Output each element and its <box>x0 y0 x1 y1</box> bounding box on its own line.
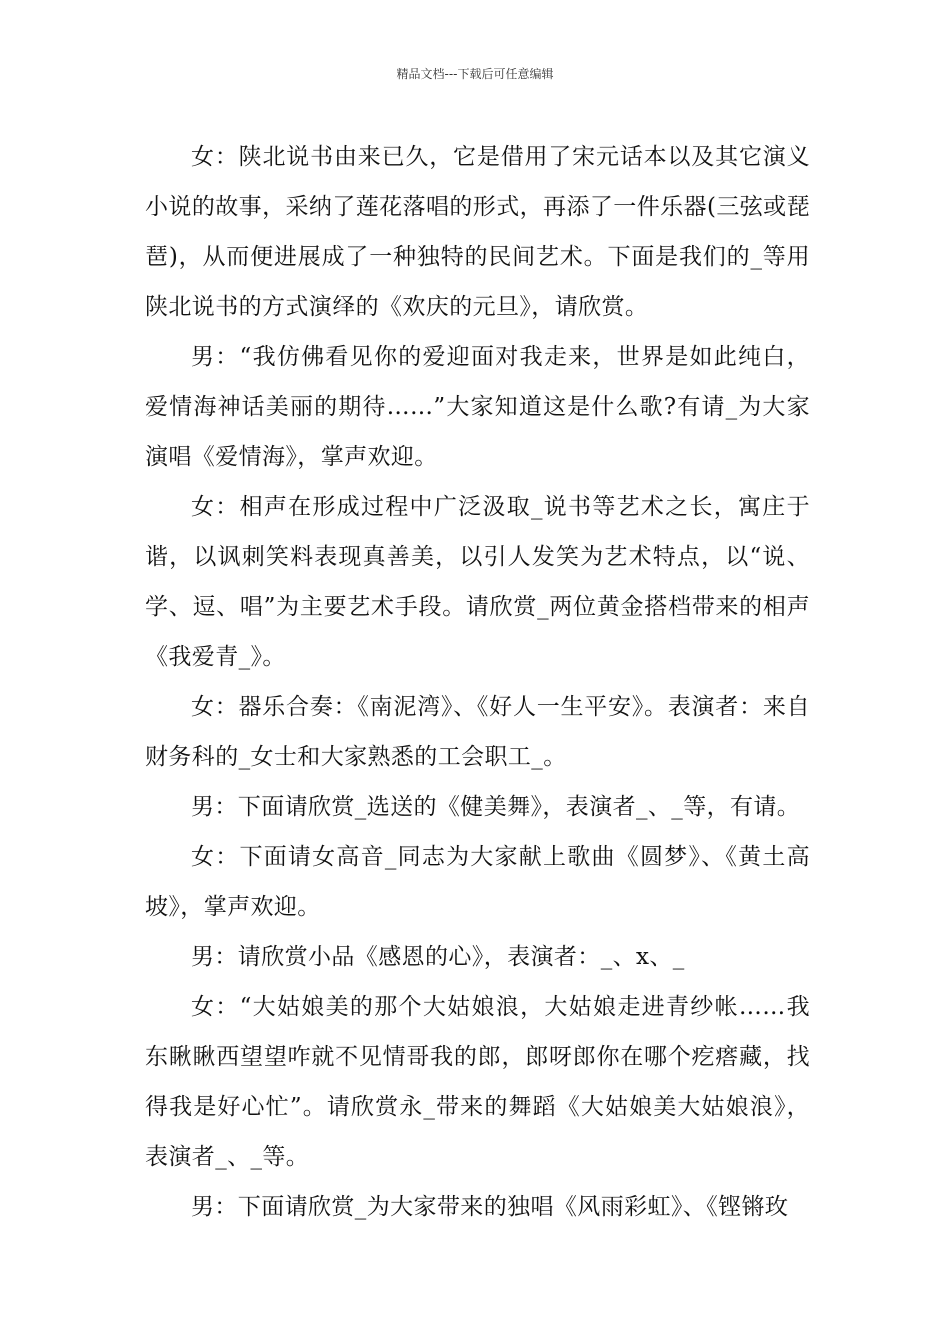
paragraph: 女：陕北说书由来已久，它是借用了宋元话本以及其它演义小说的故事，采纳了莲花落唱的形式，再添了一件乐器(三弦或琵琶)，从而便进展成了一种独特的民间艺术。下面是我们的_等用陕北说书的方式演绎的《欢庆的元旦》，请欣赏。 <box>145 144 810 320</box>
document-body <box>145 132 810 1232</box>
paragraph: 男：下面请欣赏_为大家带来的独唱《风雨彩虹》、《铿锵玫 <box>191 1194 789 1220</box>
paragraph: 女：器乐合奏：《南泥湾》、《好人一生平安》。表演者：来自财务科的_女士和大家熟悉的工会职工_。 <box>145 694 810 770</box>
page-header: 精品文档---下载后可任意编辑 <box>396 67 554 81</box>
paragraph: 女：“大姑娘美的那个大姑娘浪，大姑娘走进青纱帐……我东瞅瞅西望望咋就不见情哥我的郎，郎呀郎你在哪个疙瘩藏，找得我是好心忙”。请欣赏永_带来的舞蹈《大姑娘美大姑娘浪》，表演者_、_等。 <box>145 994 810 1170</box>
paragraph: 女：下面请女高音_同志为大家献上歌曲《圆梦》、《黄土高坡》，掌声欢迎。 <box>145 844 810 920</box>
paragraph: 男：下面请欣赏_选送的《健美舞》，表演者_、_等，有请。 <box>191 794 801 820</box>
paragraph: 女：相声在形成过程中广泛汲取_说书等艺术之长，寓庄于谐，以讽刺笑料表现真善美，以引人发笑为艺术特点，以“说、学、逗、唱”为主要艺术手段。请欣赏_两位黄金搭档带来的相声《我爱青_》。 <box>145 494 810 670</box>
paragraph: 男：“我仿佛看见你的爱迎面对我走来，世界是如此纯白，爱情海神话美丽的期待……”大家知道这是什么歌?有请_为大家演唱《爱情海》，掌声欢迎。 <box>145 344 810 470</box>
paragraph: 男：请欣赏小品《感恩的心》，表演者：_、x、_ <box>191 944 685 970</box>
